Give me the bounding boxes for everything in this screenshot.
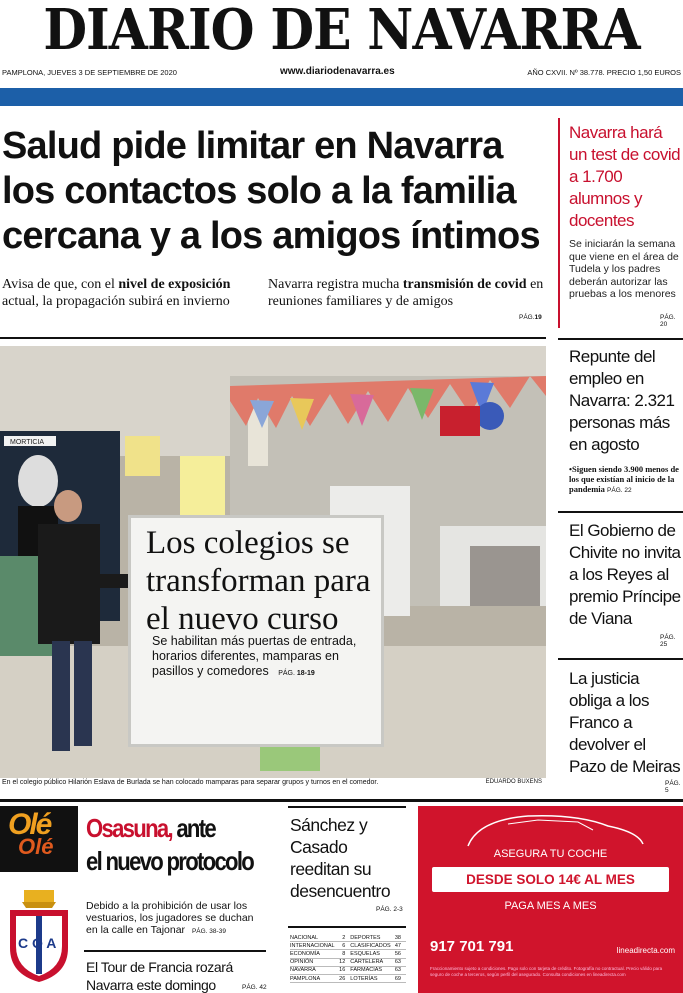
index-row [290, 966, 406, 974]
index-section-page: 47 [394, 942, 406, 950]
divider [558, 658, 683, 660]
index-section-name[interactable]: FARMACIAS [350, 966, 394, 974]
divider [558, 338, 683, 340]
index-section-name[interactable]: CARTELERA [350, 958, 394, 966]
index-section-name[interactable]: NAVARRA [290, 966, 338, 974]
index-row [290, 958, 406, 966]
ad-legal-text: Fraccionamiento sujeto a condiciones. Pago solo con tarjeta de crédito. Fotografía no contractual. Precio válido para seguro de coche a terceros, según perfil del asegurado. Consulta condiciones en lineadirecta.com [430, 966, 663, 977]
lead-subheading-right: Navarra registra mucha transmisión de covid en reuniones familiares y de amigos [268, 277, 544, 309]
sidebar-story-test[interactable] [569, 122, 681, 301]
ad-line-insure: ASEGURA TU COCHE [493, 848, 608, 860]
osasuna-text: Debido a la prohibición de usar los vestuarios, los jugadores se duchan en la calle en Tajonar PÁG. 38-39 [86, 900, 254, 936]
politics-page-ref[interactable]: PÁG. 2-3 [376, 906, 403, 913]
photo-credit: EDUARDO BUXENS [485, 779, 542, 785]
newspaper-title[interactable]: DIARIO DE NAVARRA [43, 0, 640, 63]
divider [0, 337, 546, 339]
website-link[interactable]: www.diariodenavarra.es [280, 66, 395, 77]
index-section-page: 26 [338, 974, 350, 982]
index-section-name[interactable]: PAMPLONA [290, 974, 338, 982]
osasuna-headline[interactable]: Osasuna, ante el nuevo protocolo [86, 813, 254, 876]
index-section-name[interactable]: INTERNACIONAL [290, 942, 338, 950]
index-section-page: 8 [338, 950, 350, 958]
index-section-page: 63 [394, 966, 406, 974]
divider [288, 806, 406, 808]
sidebar-story-test-text: Se iniciarán la semana que viene en el área de Tudela y los padres deberán autorizar las pruebas a los menores [569, 238, 679, 300]
index-section-name[interactable]: OPINIÓN [290, 958, 338, 966]
sidebar-story-employment[interactable] [569, 346, 681, 496]
sidebar-story-chivite-title[interactable]: El Gobierno de Chivite no invita a los Reyes al premio Príncipe de Viana [569, 521, 681, 628]
ad-phone-number[interactable]: 917 701 791 [430, 938, 514, 955]
divider [558, 511, 683, 513]
masthead [0, 0, 683, 62]
sidebar-accent-rule [558, 118, 560, 328]
ad-line-monthly: PAGA MES A MES [504, 900, 597, 912]
photo-page-ref[interactable]: PÁG. 18-19 [278, 670, 315, 677]
sidebar-story-franco-page[interactable]: PÁG. 5 [665, 780, 681, 794]
sidebar-story-test-title[interactable]: Navarra hará un test de covid a 1.700 alumnos y docentes [569, 123, 681, 230]
photo-caption: En el colegio público Hilarión Eslava de Burlada se han colocado mamparas para separar grupos y turnos en el comedor. EDUARDO BUXENS [2, 779, 542, 786]
lead-subheading-left: Avisa de que, con el nivel de exposición actual, la propagación subirá en invierno [2, 277, 231, 309]
index-row [290, 950, 406, 958]
index-section-name[interactable]: DEPORTES [350, 934, 394, 942]
index-section-page: 6 [338, 942, 350, 950]
poster-label: MORTICIA [10, 439, 45, 446]
osasuna-crest-icon [4, 888, 74, 984]
index-section-name[interactable]: ECONOMÍA [290, 950, 338, 958]
photo-title[interactable]: Los colegios se transforman para el nuevo curso [146, 525, 371, 637]
index-section-name[interactable]: CLASIFICADOS [350, 942, 394, 950]
index-section-page: 69 [394, 974, 406, 982]
index-section-page: 12 [338, 958, 350, 966]
index-section-page: 16 [338, 966, 350, 974]
photo-subtitle: Se habilitan más puertas de entrada, horarios diferentes, mamparas en pasillos y comedores PÁG. 18-19 [152, 634, 357, 678]
index-section-page: 38 [394, 934, 406, 942]
index-row [290, 974, 406, 982]
ole-logo-text-top: Olé [8, 808, 51, 841]
sidebar-story-chivite-page[interactable]: PÁG. 25 [660, 634, 676, 648]
index-section-name[interactable]: NACIONAL [290, 934, 338, 942]
sidebar-story-employment-page[interactable]: PÁG. 22 [607, 487, 632, 494]
index-section-name[interactable]: ESQUELAS [350, 950, 394, 958]
index-section-page: 63 [394, 958, 406, 966]
tour-page-ref[interactable]: PÁG. 42 [242, 984, 267, 991]
lead-page-ref[interactable]: PÁG.19 [519, 314, 542, 321]
ad-line-price: DESDE SOLO 14€ AL MES [466, 872, 635, 887]
edition-date: PAMPLONA, JUEVES 3 DE SEPTIEMBRE DE 2020 [2, 68, 177, 77]
osasuna-page-ref[interactable]: PÁG. 38-39 [191, 928, 226, 935]
header-blue-bar [0, 88, 683, 106]
index-section-name[interactable]: LOTERÍAS [350, 974, 394, 982]
divider [288, 926, 406, 928]
politics-headline[interactable]: Sánchez y Casado reeditan su desencuentro [290, 815, 391, 901]
ole-logo-text-bottom: Olé [18, 834, 54, 859]
sidebar-story-franco-title[interactable]: La justicia obliga a los Franco a devolver el Pazo de Meiras [569, 669, 681, 776]
index-row [290, 942, 406, 950]
insurance-advertisement[interactable] [418, 806, 683, 993]
issue-price: AÑO CXVII. Nº 38.778. PRECIO 1,50 EUROS [527, 68, 681, 77]
section-index [290, 934, 406, 983]
dateline [0, 66, 683, 80]
sidebar-story-chivite[interactable] [569, 520, 681, 630]
bottom-section-rule [0, 799, 683, 802]
index-section-page: 2 [338, 934, 350, 942]
lead-headline[interactable]: Salud pide limitar en Navarra los contactos solo a la familia cercana y a los amigos íntimos [2, 125, 540, 257]
index-section-page: 56 [394, 950, 406, 958]
divider [84, 950, 266, 952]
crest-letters: C O A [18, 935, 57, 951]
tour-headline[interactable]: El Tour de Francia rozará Navarra este domingo [86, 959, 233, 993]
sidebar-story-employment-title[interactable]: Repunte del empleo en Navarra: 2.321 personas más en agosto [569, 347, 675, 454]
sidebar-story-test-page[interactable]: PÁG. 20 [660, 314, 676, 328]
sidebar-story-franco[interactable] [569, 668, 681, 778]
ad-brand-link[interactable]: lineadirecta.com [616, 946, 675, 955]
sidebar-story-employment-bullet: •Siguen siendo 3.900 menos de los que existían al inicio de la pandemia PÁG. 22 [569, 464, 679, 494]
index-row [290, 934, 406, 942]
